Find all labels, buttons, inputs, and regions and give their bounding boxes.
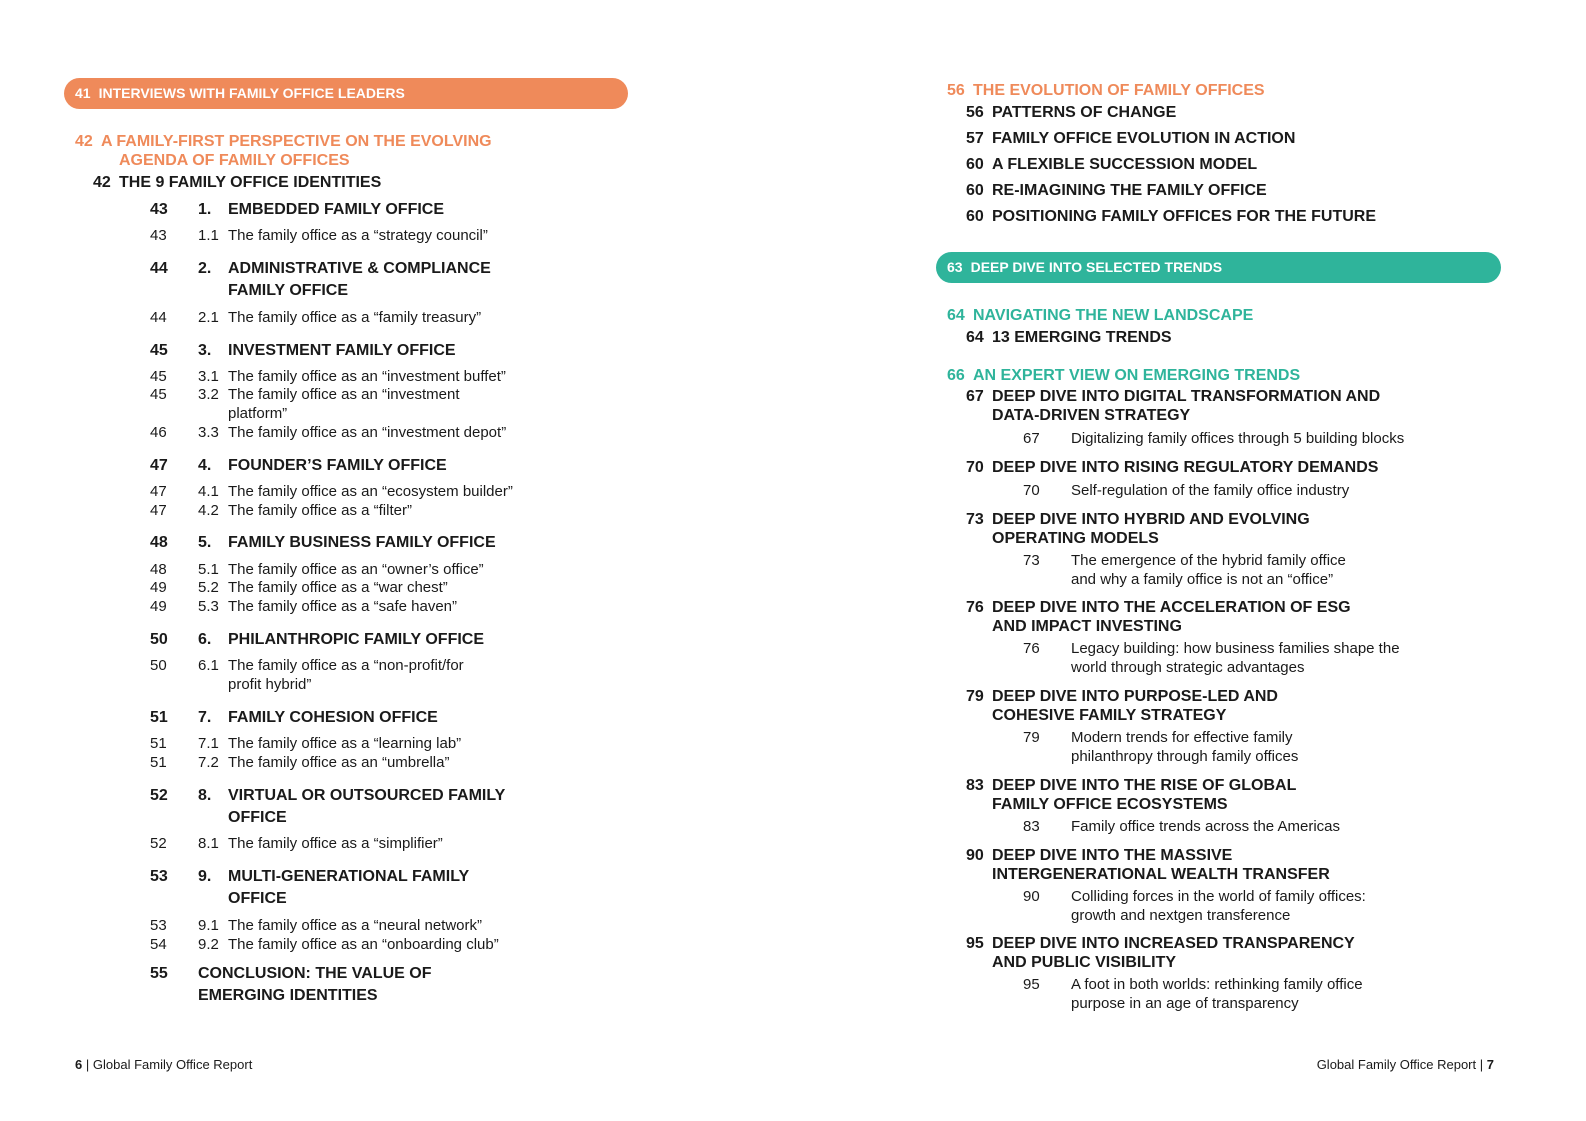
toc-deep-dive[interactable]: [966, 598, 1396, 636]
toc-entry-title: The family office as an “ecosystem builder”: [228, 483, 513, 500]
toc-heading-family-first[interactable]: [75, 132, 495, 172]
footer-title: Global Family Office Report: [92, 1057, 253, 1072]
toc-page-number: 43: [150, 201, 168, 218]
toc-deep-dive[interactable]: [966, 934, 1396, 972]
section-page-number: 41: [75, 85, 91, 101]
toc-deep-dive[interactable]: [966, 687, 1396, 725]
toc-entry[interactable]: [966, 207, 1396, 226]
toc-page-number: 95: [1023, 976, 1040, 993]
toc-entry-title: DEEP DIVE INTO THE ACCELERATION OF ESG AND IMPACT INVESTING: [992, 599, 1351, 635]
toc-entry-title: The family office as an “investment depot”: [228, 424, 507, 441]
toc-section-number: 9.: [198, 868, 212, 885]
toc-page-number: 60: [966, 208, 984, 225]
toc-page-number: 70: [1023, 482, 1040, 499]
toc-page-number: 83: [1023, 818, 1040, 835]
toc-page-number: 53: [150, 868, 168, 885]
footer-right: [1317, 1057, 1494, 1073]
toc-deep-dive[interactable]: [966, 510, 1396, 548]
toc-entry-title: Family office trends across the Americas: [1071, 818, 1340, 835]
toc-entry-title: DEEP DIVE INTO RISING REGULATORY DEMANDS: [992, 459, 1379, 476]
toc-heading-title: THE EVOLUTION OF FAMILY OFFICES: [973, 82, 1265, 99]
toc-page-number: 70: [966, 459, 984, 476]
toc-entry-title: A foot in both worlds: rethinking family office purpose in an age of transparency: [1071, 976, 1363, 1012]
toc-heading-line1: A FAMILY-FIRST PERSPECTIVE ON THE EVOLVING: [101, 133, 492, 150]
toc-entry-title: The family office as an “investment buffet”: [228, 368, 506, 385]
footer-separator: |: [85, 1057, 90, 1072]
toc-sub-entry[interactable]: [1023, 728, 1423, 766]
section-banner-interviews[interactable]: [64, 78, 628, 109]
toc-section-number: 7.1: [198, 735, 219, 752]
toc-entry-title: VIRTUAL OR OUTSOURCED FAMILY OFFICE: [228, 787, 506, 826]
toc-page-number: 56: [966, 104, 984, 121]
toc-entry-title: The family office as a “filter”: [228, 502, 412, 519]
toc-entry-title: PATTERNS OF CHANGE: [992, 104, 1177, 121]
toc-sub-entry[interactable]: [1023, 975, 1423, 1013]
toc-sub-entry[interactable]: [1023, 429, 1423, 448]
toc-entry-title: The family office as an “umbrella”: [228, 754, 450, 771]
footer-page-number: 6: [75, 1057, 83, 1072]
toc-entry-title: DEEP DIVE INTO HYBRID AND EVOLVING OPERATING MODELS: [992, 511, 1310, 547]
toc-entry-title: The family office as an “investment platform”: [228, 386, 460, 422]
toc-entry-title: ADMINISTRATIVE & COMPLIANCE FAMILY OFFICE: [228, 260, 491, 299]
section-page-number: 63: [947, 259, 963, 275]
toc-page-number: 50: [150, 631, 168, 648]
toc-section-number: 8.: [198, 787, 212, 804]
toc-page-number: 66: [947, 367, 965, 384]
toc-entry-title: Legacy building: how business families shape the world through strategic advantages: [1071, 640, 1400, 676]
section-banner-deep-dive[interactable]: [936, 252, 1501, 283]
toc-entry-title: The emergence of the hybrid family office and why a family office is not an “office”: [1071, 552, 1346, 588]
toc-page-number: 46: [150, 424, 167, 441]
toc-section-number: 2.: [198, 260, 212, 277]
toc-sub-entry[interactable]: [1023, 817, 1423, 836]
toc-entry-title: The family office as a “non-profit/for profit hybrid”: [228, 657, 464, 693]
toc-page-number: 55: [150, 965, 168, 982]
toc-deep-dive[interactable]: [966, 846, 1396, 884]
toc-entry-title: DEEP DIVE INTO THE MASSIVE INTERGENERATIONAL WEALTH TRANSFER: [992, 847, 1330, 883]
section-title: DEEP DIVE INTO SELECTED TRENDS: [970, 259, 1223, 275]
section-title: INTERVIEWS WITH FAMILY OFFICE LEADERS: [98, 85, 405, 101]
toc-entry-title: FOUNDER’S FAMILY OFFICE: [228, 457, 447, 474]
toc-entry-title: POSITIONING FAMILY OFFICES FOR THE FUTURE: [992, 208, 1377, 225]
toc-page-number: 47: [150, 457, 168, 474]
toc-section-number: 3.: [198, 342, 212, 359]
toc-section-number: 5.1: [198, 561, 219, 578]
toc-heading-evolution[interactable]: [947, 81, 1347, 100]
toc-page-number: 95: [966, 935, 984, 952]
toc-page-number: 53: [150, 917, 167, 934]
toc-page-number: 51: [150, 754, 167, 771]
toc-deep-dive[interactable]: [966, 458, 1396, 477]
toc-page-number: 83: [966, 777, 984, 794]
toc-entry-title: The family office as an “owner’s office”: [228, 561, 484, 578]
toc-page-number: 73: [966, 511, 984, 528]
toc-page-number: 45: [150, 386, 167, 403]
toc-entry-title: Digitalizing family offices through 5 building blocks: [1071, 430, 1405, 447]
toc-heading-expert-view[interactable]: [947, 366, 1347, 385]
toc-page-number: 52: [150, 835, 167, 852]
toc-entry-title: RE-IMAGINING THE FAMILY OFFICE: [992, 182, 1267, 199]
toc-entry-title: 13 EMERGING TRENDS: [992, 329, 1172, 346]
footer-separator: |: [1479, 1057, 1484, 1072]
toc-deep-dive[interactable]: [966, 387, 1396, 425]
toc-page-number: 45: [150, 368, 167, 385]
toc-section-number: 3.2: [198, 386, 219, 403]
footer-title: Global Family Office Report: [1316, 1057, 1477, 1072]
toc-page-number: 60: [966, 156, 984, 173]
toc-page-number: 79: [966, 688, 984, 705]
toc-entry-title: The family office as a “strategy council”: [228, 227, 488, 244]
toc-section-number: 9.1: [198, 917, 219, 934]
toc-section-number: 9.2: [198, 936, 219, 953]
toc-page-number: 76: [966, 599, 984, 616]
toc-section-number: 6.1: [198, 657, 219, 674]
toc-section-number: 2.1: [198, 309, 219, 326]
toc-entry-title: PHILANTHROPIC FAMILY OFFICE: [228, 631, 485, 648]
toc-entry-title: FAMILY COHESION OFFICE: [228, 709, 438, 726]
toc-page-number: 44: [150, 309, 167, 326]
toc-entry-title: The family office as a “family treasury”: [228, 309, 482, 326]
toc-sub-entry[interactable]: [1023, 481, 1423, 500]
toc-page-number: 90: [1023, 888, 1040, 905]
toc-page-number: 54: [150, 936, 167, 953]
toc-entry-title: The family office as a “safe haven”: [228, 598, 457, 615]
toc-page-number: 48: [150, 561, 167, 578]
toc-section-number: 1.1: [198, 227, 219, 244]
toc-entry-title: The family office as a “war chest”: [228, 579, 448, 596]
toc-page-number: 64: [947, 307, 965, 324]
toc-heading-title: THE 9 FAMILY OFFICE IDENTITIES: [119, 174, 382, 191]
toc-page-number: 64: [966, 329, 984, 346]
toc-page-number: 52: [150, 787, 168, 804]
toc-page-number: 56: [947, 82, 965, 99]
toc-page-number: 76: [1023, 640, 1040, 657]
toc-page-number: 67: [966, 388, 984, 405]
toc-section-number: 4.: [198, 457, 212, 474]
toc-page-number: 50: [150, 657, 167, 674]
toc-page-number: 79: [1023, 729, 1040, 746]
toc-entry-title: FAMILY BUSINESS FAMILY OFFICE: [228, 534, 496, 551]
toc-page-number: 49: [150, 579, 167, 596]
toc-page-number: 42: [93, 174, 111, 191]
toc-entry-title: The family office as a “learning lab”: [228, 735, 462, 752]
toc-entry-title: MULTI-GENERATIONAL FAMILY OFFICE: [228, 868, 469, 907]
toc-section-number: 3.1: [198, 368, 219, 385]
toc-sub-entry[interactable]: [1023, 639, 1423, 677]
toc-deep-dive[interactable]: [966, 776, 1396, 814]
toc-entry[interactable]: [966, 155, 1396, 174]
toc-page-number: 51: [150, 735, 167, 752]
toc-entry-title: FAMILY OFFICE EVOLUTION IN ACTION: [992, 130, 1296, 147]
footer-left: [75, 1057, 252, 1073]
toc-sub-entry[interactable]: [1023, 551, 1423, 589]
toc-heading-navigating[interactable]: [947, 306, 1347, 325]
toc-page-number: 73: [1023, 552, 1040, 569]
toc-section-number: 5.: [198, 534, 212, 551]
toc-page-number: 51: [150, 709, 168, 726]
toc-entry-title: CONCLUSION: THE VALUE OF EMERGING IDENTITIES: [198, 965, 432, 1004]
toc-page-number: 60: [966, 182, 984, 199]
toc-page-number: 67: [1023, 430, 1040, 447]
toc-heading-line2: AGENDA OF FAMILY OFFICES: [119, 152, 350, 169]
toc-page-number: 47: [150, 483, 167, 500]
toc-heading-identities[interactable]: [93, 173, 393, 192]
toc-entry-title: The family office as a “simplifier”: [228, 835, 443, 852]
toc-entry-title: Colliding forces in the world of family offices: growth and nextgen transference: [1071, 888, 1366, 924]
toc-page-number: 43: [150, 227, 167, 244]
toc-entry-title: DEEP DIVE INTO PURPOSE-LED AND COHESIVE FAMILY STRATEGY: [992, 688, 1278, 724]
toc-heading-title: AN EXPERT VIEW ON EMERGING TRENDS: [973, 367, 1301, 384]
toc-entry-title: The family office as an “onboarding club”: [228, 936, 499, 953]
toc-entry-title: DEEP DIVE INTO THE RISE OF GLOBAL FAMILY OFFICE ECOSYSTEMS: [992, 777, 1297, 813]
toc-section-number: 5.3: [198, 598, 219, 615]
toc-page-number: 47: [150, 502, 167, 519]
toc-page-number: 48: [150, 534, 168, 551]
toc-section-number: 1.: [198, 201, 212, 218]
toc-page-number: 44: [150, 260, 168, 277]
toc-section-number: 7.: [198, 709, 212, 726]
toc-entry-title: The family office as a “neural network”: [228, 917, 482, 934]
toc-page-number: 42: [75, 133, 93, 150]
toc-entry[interactable]: [966, 181, 1396, 200]
toc-section-number: 5.2: [198, 579, 219, 596]
toc-entry-title: A FLEXIBLE SUCCESSION MODEL: [992, 156, 1258, 173]
toc-entry-title: INVESTMENT FAMILY OFFICE: [228, 342, 456, 359]
toc-page-number: 90: [966, 847, 984, 864]
toc-heading-title: NAVIGATING THE NEW LANDSCAPE: [973, 307, 1254, 324]
toc-entry-title: EMBEDDED FAMILY OFFICE: [228, 201, 445, 218]
toc-entry[interactable]: [966, 103, 1396, 122]
toc-entry[interactable]: [966, 129, 1396, 148]
toc-page-number: 49: [150, 598, 167, 615]
toc-section-number: 4.2: [198, 502, 219, 519]
toc-entry-title: DEEP DIVE INTO INCREASED TRANSPARENCY AND PUBLIC VISIBILITY: [992, 935, 1355, 971]
toc-section-number: 8.1: [198, 835, 219, 852]
toc-entry-title: Modern trends for effective family philanthropy through family offices: [1071, 729, 1299, 765]
toc-sub-entry[interactable]: [1023, 887, 1423, 925]
toc-entry[interactable]: [966, 328, 1396, 347]
toc-page-number: 57: [966, 130, 984, 147]
footer-page-number: 7: [1486, 1057, 1494, 1072]
toc-section-number: 6.: [198, 631, 212, 648]
toc-section-number: 3.3: [198, 424, 219, 441]
toc-section-number: 7.2: [198, 754, 219, 771]
toc-entry-title: DEEP DIVE INTO DIGITAL TRANSFORMATION AND DATA-DRIVEN STRATEGY: [992, 388, 1381, 424]
toc-section-number: 4.1: [198, 483, 219, 500]
toc-page-number: 45: [150, 342, 168, 359]
toc-entry-title: Self-regulation of the family office industry: [1071, 482, 1350, 499]
